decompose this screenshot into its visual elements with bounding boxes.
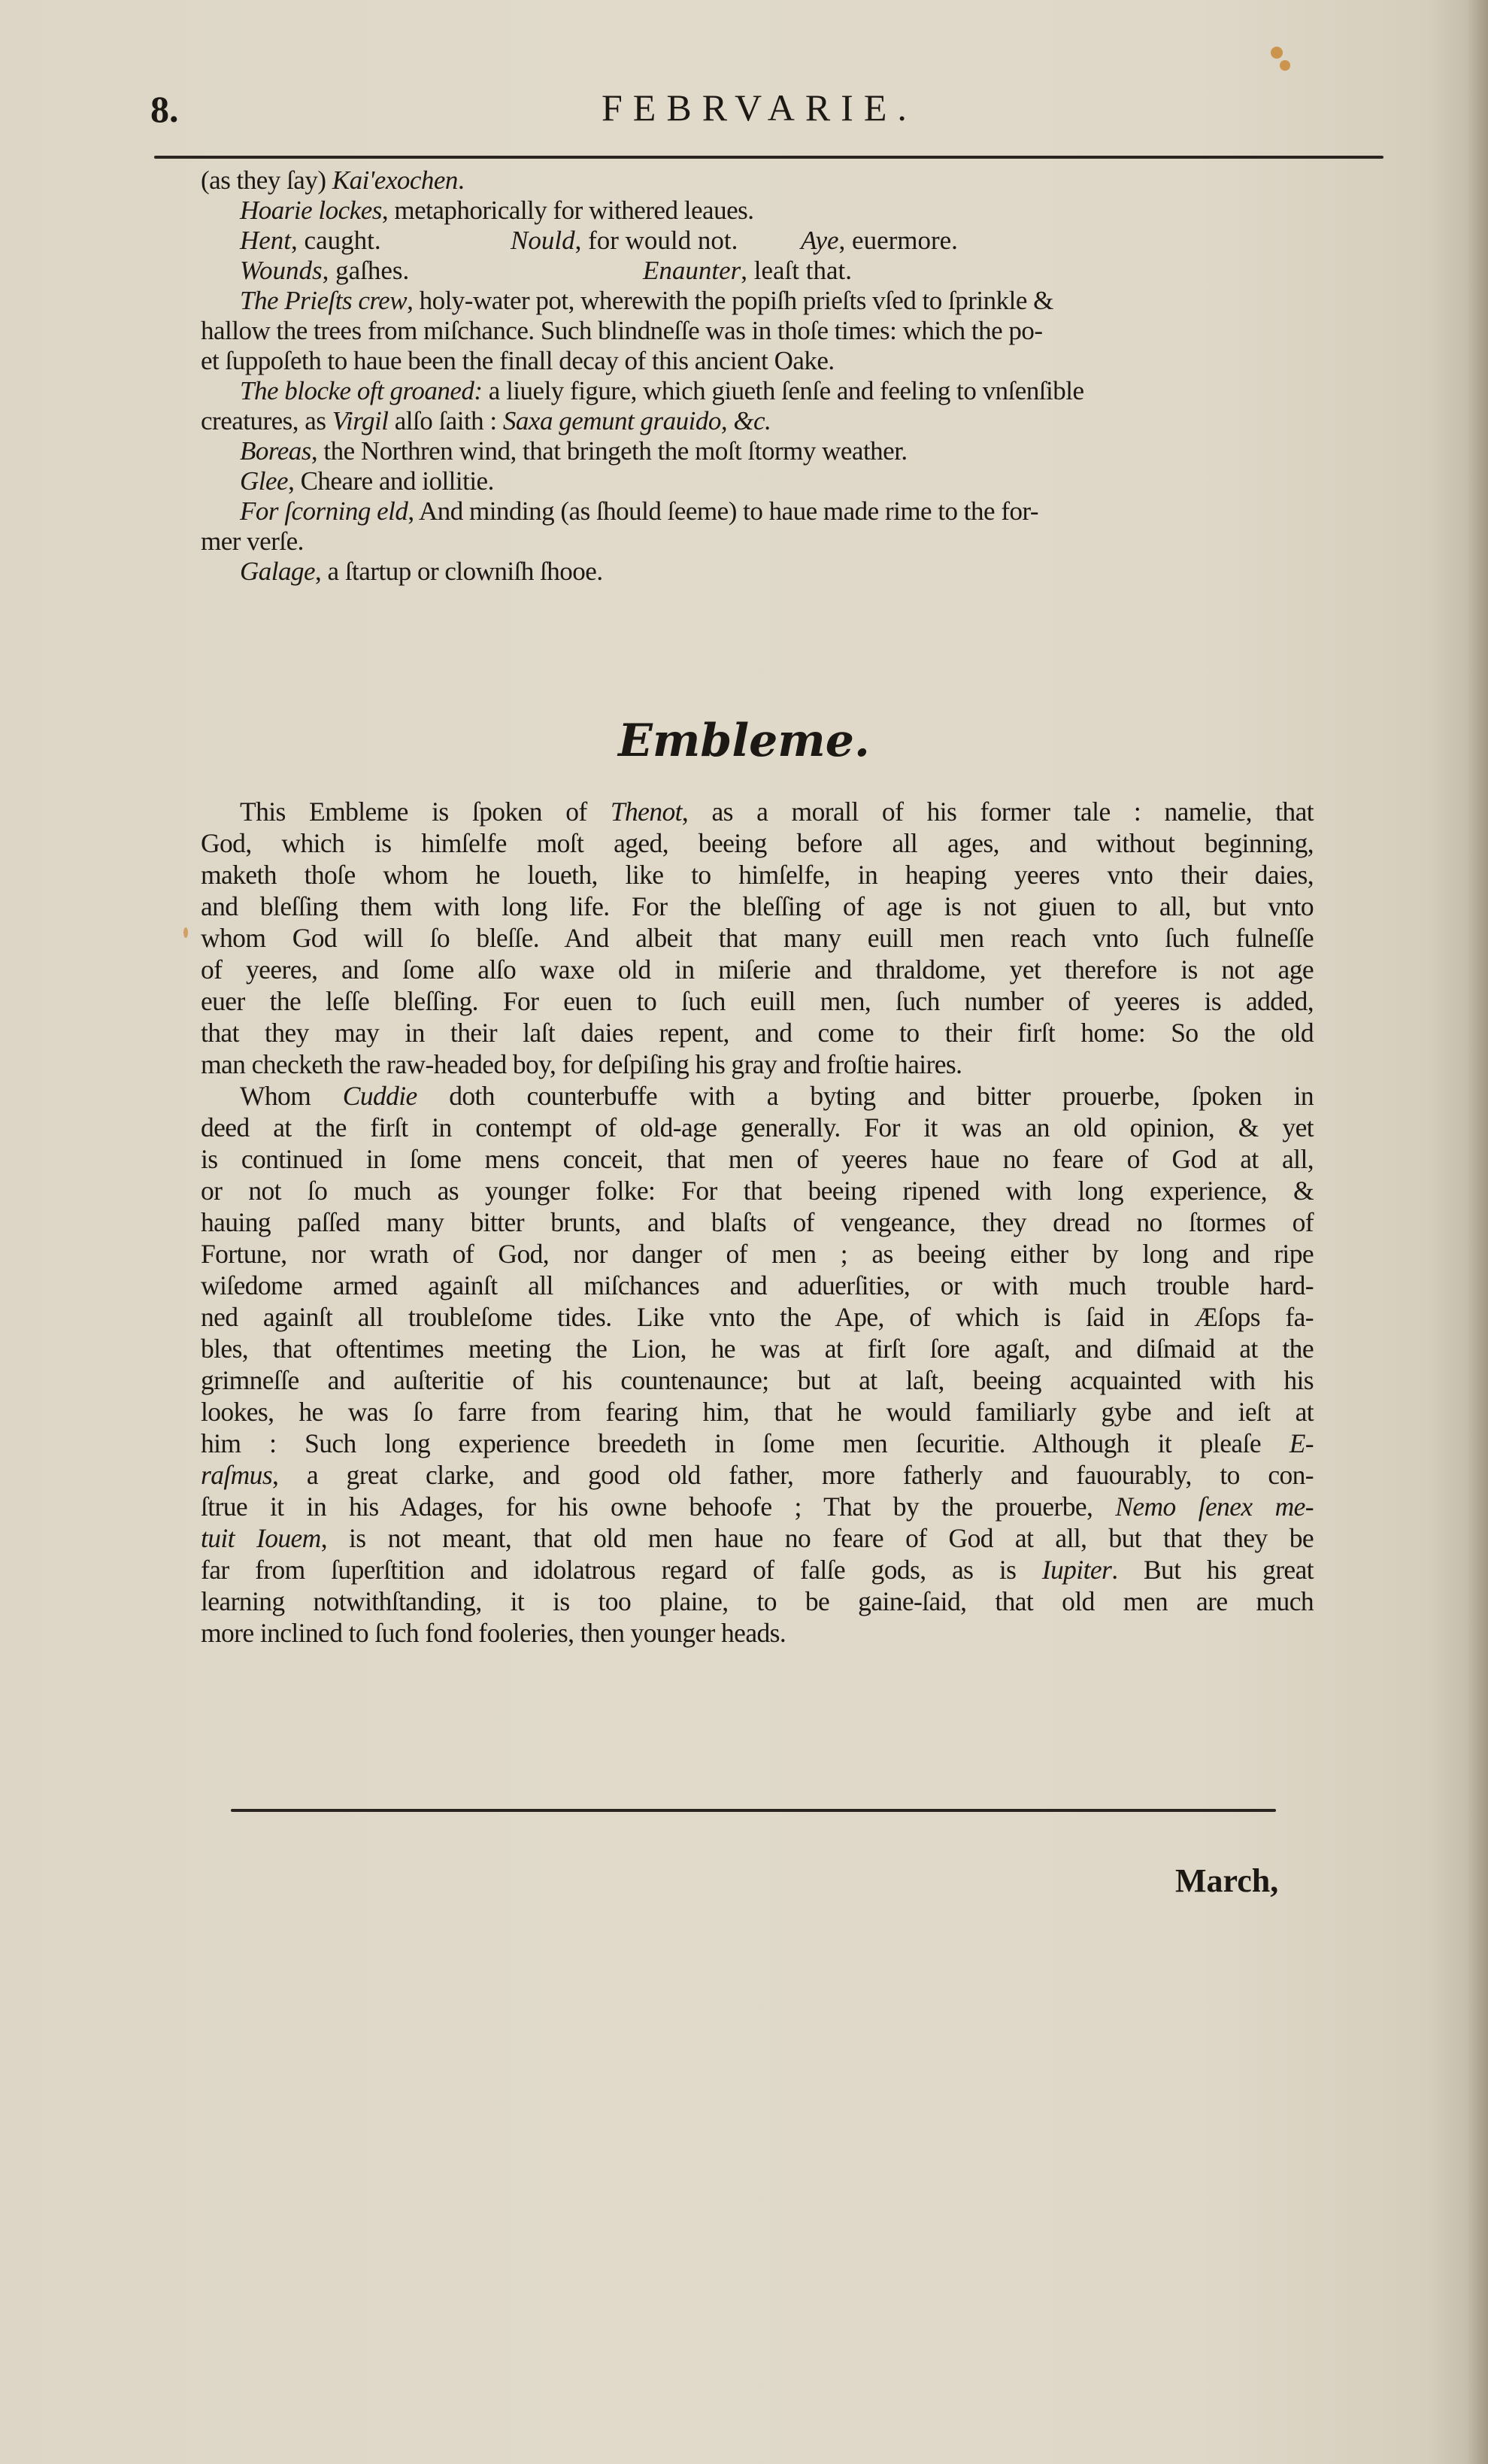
text-run: of yeeres, and ſome alſo waxe old in miſerie and thraldome, yet therefore is not age [201, 954, 1314, 985]
glossary-entry: Hent, caught. [240, 226, 381, 255]
text-run: and bleſſing them with long life. For the bleſſing of age is not giuen to all, but vnto [201, 891, 1314, 921]
glossary-entry: Wounds, gaſhes. [240, 256, 410, 285]
glossary-entry-continued: et ſuppoſeth to haue been the finall decay of this ancient Oake. [201, 346, 835, 375]
text-run: This Embleme is ſpoken of [240, 797, 611, 827]
glossary-entry: Glee, Cheare and iollitie. [240, 466, 494, 496]
glossary-entry-continued: hallow the trees from miſchance. Such blindneſſe was in thoſe times: which the po- [201, 316, 1043, 345]
glossary [201, 165, 1299, 587]
text-run: ſtrue it in his Adages, for his owne behoofe ; That by the prouerbe, [201, 1491, 1116, 1522]
ink-stain [1280, 60, 1290, 71]
text-run: far from ſuperſtition and idolatrous regard of falſe gods, as is [201, 1555, 1042, 1585]
glossary-entry-continued: mer verſe. [201, 526, 304, 556]
text-run: is continued in ſome mens conceit, that men of yeeres haue no feare of God at all, [201, 1144, 1314, 1174]
text-line [201, 1017, 1314, 1048]
glossary-entry: Nould, for would not. [511, 226, 738, 255]
text-line [201, 1554, 1314, 1586]
text-run: grimneſſe and auſteritie of his countenaunce; but at laſt, beeing acquainted with his [201, 1365, 1314, 1395]
text-line [201, 1048, 1314, 1080]
text-line [201, 1080, 1314, 1112]
text-run: lookes, he was ſo farre from fearing him, that he would familiarly gybe and ieſt at [201, 1397, 1314, 1427]
glossary-entry: Galage, a ſtartup or clowniſh ſhooe. [240, 557, 603, 586]
text-run: . But his great [1111, 1555, 1314, 1585]
italic-run: tuit Iouem [201, 1523, 321, 1553]
text-run: ned againſt all troubleſome tides. Like vnto the Ape, of which is ſaid in Æſops fa- [201, 1302, 1314, 1332]
glossary-continued: (as they ſay) Kai'exochen. [201, 165, 465, 195]
text-line [201, 1301, 1314, 1333]
text-line [201, 1459, 1314, 1491]
glossary-term: Kai'exochen [332, 165, 458, 195]
text-line [201, 1143, 1314, 1175]
text-line [201, 1112, 1314, 1143]
paragraph [201, 796, 1314, 1080]
text-line [201, 954, 1314, 985]
glossary-term: Hoarie lockes [240, 196, 382, 225]
text-run: , is not meant, that old men haue no feare of God at all, but that they be [320, 1523, 1314, 1553]
text-run: , a great clarke, and good old father, more fatherly and fauourably, to con- [272, 1460, 1314, 1490]
italic-run: E- [1289, 1428, 1314, 1458]
section-title: Embleme. [618, 715, 870, 767]
page-edge-shadow [1467, 0, 1488, 2464]
text-run: bles, that oftentimes meeting the Lion, he was at firſt ſore agaſt, and diſmaid at the [201, 1334, 1314, 1364]
text-run: that they may in their laſt daies repent, and come to their firſt home: So the old [201, 1018, 1314, 1048]
text-run: God, which is himſelfe moſt aged, beeing before all ages, and without beginning, [201, 828, 1314, 858]
text-line [201, 1333, 1314, 1364]
text-run: whom God will ſo bleſſe. And albeit that many euill men reach vnto ſuch fulneſſe [201, 923, 1314, 953]
ink-stain [1271, 47, 1283, 59]
glossary-entry: The Prieſts crew, holy-water pot, wherewith the popiſh prieſts vſed to ſprinkle & [240, 286, 1053, 315]
glossary-entry: Aye, euermore. [801, 226, 958, 255]
text-line [201, 796, 1314, 827]
text-run: , as a morall of his former tale : namelie, that [681, 797, 1314, 827]
italic-run: raſmus [201, 1460, 273, 1490]
glossary-entry: The blocke oft groaned: a liuely figure, which giueth ſenſe and feeling to vnſenſible [240, 376, 1084, 405]
ink-stain [183, 927, 188, 938]
text-line [201, 922, 1314, 954]
text-run: learning notwithſtanding, it is too plaine, to be gaine-ſaid, that old men are much [201, 1586, 1314, 1616]
text-line [201, 1206, 1314, 1238]
italic-run: Iupiter [1041, 1555, 1112, 1585]
text-run: maketh thoſe whom he loueth, like to himſelfe, in heaping yeeres vnto their daies, [201, 860, 1314, 890]
italic-run: Nemo ſenex me- [1115, 1491, 1314, 1522]
text-run: wiſedome armed againſt all miſchances and aduerſities, or with much trouble hard- [201, 1270, 1314, 1300]
italic-run: Cuddie [342, 1081, 417, 1111]
running-title: FEBRVARIE. [602, 86, 917, 129]
text-line [201, 1428, 1314, 1459]
page-header [150, 81, 1383, 134]
page-number: 8. [150, 88, 179, 130]
catchword: March, [1175, 1862, 1279, 1899]
text-run: Fortune, nor wrath of God, nor danger of men ; as beeing either by long and ripe [201, 1239, 1314, 1269]
text-line [201, 1238, 1314, 1270]
embleme-body [201, 796, 1314, 1649]
text-line [201, 1175, 1314, 1206]
glossary-entry: Hoarie lockes, metaphorically for withered leaues. [240, 196, 754, 225]
glossary-entry: For ſcorning eld, And minding (as ſhould ſeeme) to haue made rime to the for- [240, 496, 1039, 526]
text-run: more inclined to ſuch fond fooleries, then younger heads. [201, 1618, 786, 1648]
paragraph [201, 1080, 1314, 1649]
italic-run: Thenot [610, 797, 682, 827]
footer-rule [231, 1809, 1276, 1812]
text-line [201, 891, 1314, 922]
text-line [201, 1522, 1314, 1554]
glossary-row [201, 256, 1299, 286]
text-run: hauing paſſed many bitter brunts, and blaſts of vengeance, they dread no ſtormes of [201, 1207, 1314, 1237]
glossary-entry: Enaunter, leaſt that. [643, 256, 852, 285]
text-run: deed at the firſt in contempt of old-age generally. For it was an old opinion, & yet [201, 1112, 1314, 1142]
text-run: him : Such long experience breedeth in ſome men ſecuritie. Although it pleaſe [201, 1428, 1289, 1458]
glossary-row [201, 226, 1299, 256]
text-line [201, 827, 1314, 859]
text-run: doth counterbuffe with a byting and bitter prouerbe, ſpoken in [417, 1081, 1314, 1111]
text-line [201, 1270, 1314, 1301]
glossary-entry-continued: creatures, as Virgil alſo ſaith : Saxa gemunt grauido, &c. [201, 406, 771, 435]
text-line [201, 1491, 1314, 1522]
text-line [201, 859, 1314, 891]
text-line [201, 1617, 1314, 1649]
text-run: euer the leſſe bleſſing. For euen to ſuch euill men, ſuch number of yeeres is added, [201, 986, 1314, 1016]
text-line [201, 985, 1314, 1017]
glossary-entry: Boreas, the Northren wind, that bringeth the moſt ſtormy weather. [240, 436, 908, 466]
text-run: Whom [240, 1081, 343, 1111]
text-line [201, 1586, 1314, 1617]
header-rule [154, 156, 1383, 159]
text-run: man checketh the raw-headed boy, for deſpiſing his gray and froſtie haires. [201, 1049, 962, 1079]
text-run: or not ſo much as younger folke: For that beeing ripened with long experience, & [201, 1176, 1314, 1206]
text-line [201, 1364, 1314, 1396]
text-line [201, 1396, 1314, 1428]
